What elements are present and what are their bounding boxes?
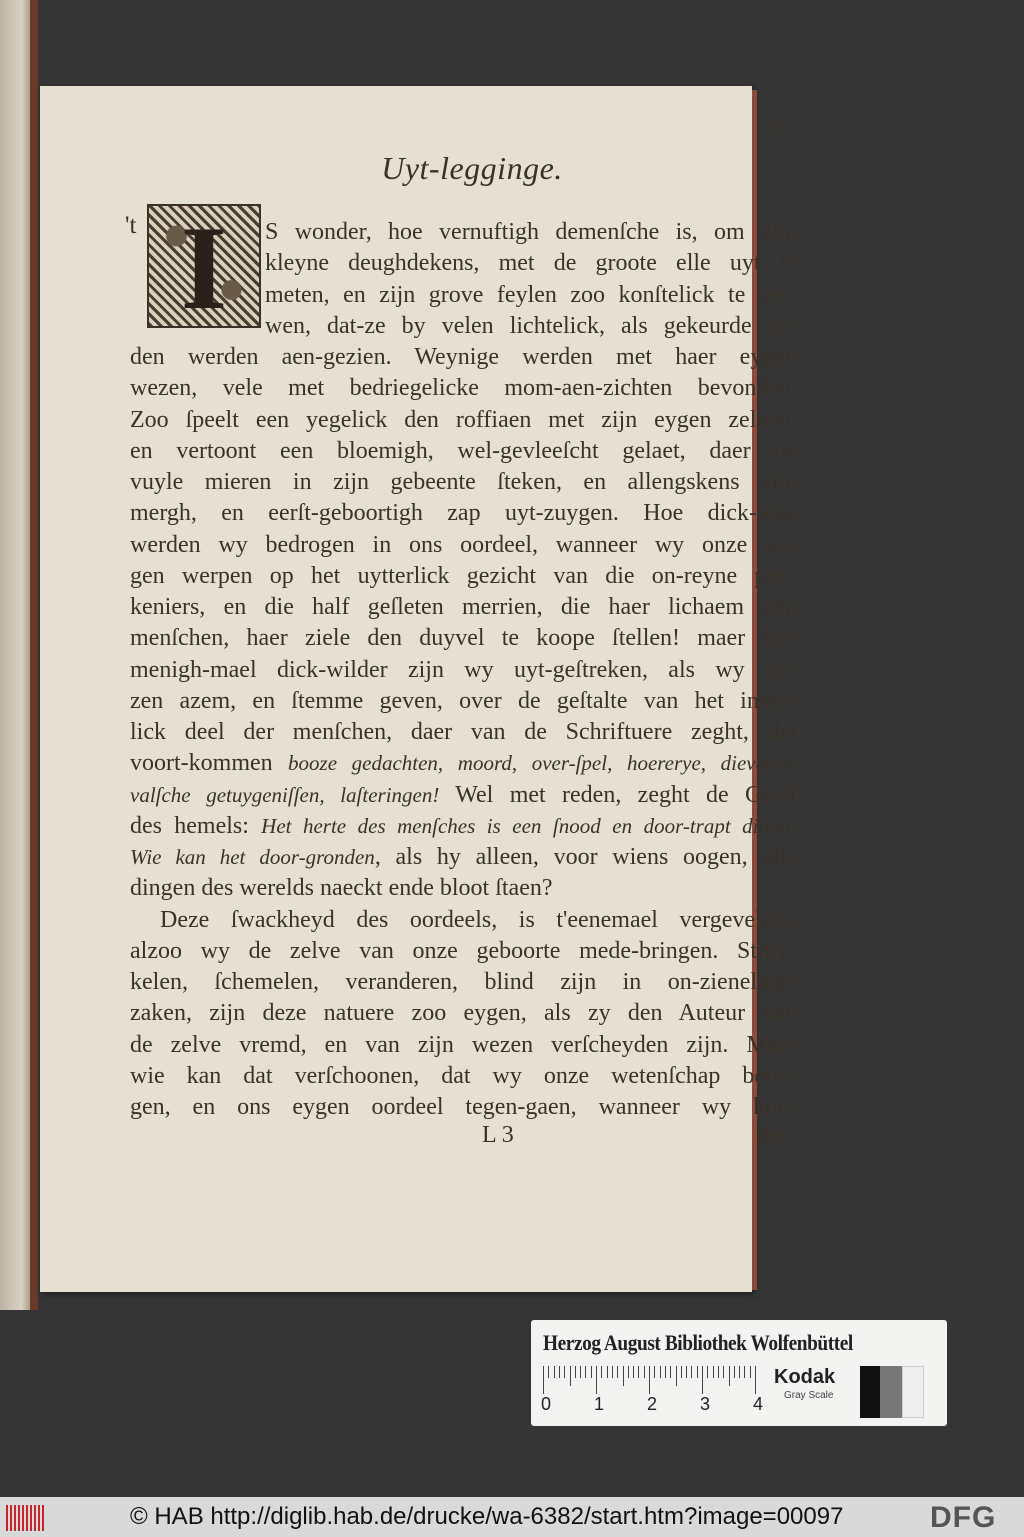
ruler-tick	[548, 1366, 549, 1378]
ruler-tick	[628, 1366, 629, 1378]
text-line	[265, 217, 797, 247]
text-line	[130, 967, 797, 997]
ruler-tick	[575, 1366, 576, 1378]
text-line	[130, 373, 797, 403]
signature-mark: L 3	[482, 1122, 514, 1148]
ruler-tick	[744, 1366, 745, 1378]
color-calibration-card	[531, 1320, 947, 1426]
dfg-logo: DFG	[930, 1501, 997, 1534]
roman-text: meten, en zijn grove feylen zoo konſtelick te ver-	[265, 281, 797, 308]
roman-text: zaken, zijn deze natuere zoo eygen, als zy den Auteur van	[130, 1000, 797, 1027]
hab-logo-icon	[6, 1505, 44, 1531]
text-line	[130, 717, 797, 747]
ruler-tick	[697, 1366, 698, 1378]
opening-apostrophe: 't	[125, 212, 137, 239]
ruler-tick	[734, 1366, 735, 1378]
roman-text: alzoo wy de zelve van onze geboorte mede-bringen. Struy-	[130, 937, 797, 964]
binding-edge	[30, 0, 38, 1310]
roman-text: den werden aen-gezien. Weynige werden met haer eygen	[130, 344, 797, 370]
roman-text: werden wy bedrogen in ons oordeel, wanneer wy onze oo-	[130, 531, 797, 558]
text-line	[130, 561, 797, 591]
text-line	[130, 842, 797, 872]
text-line	[265, 248, 797, 278]
roman-text: de zelve vremd, en van zijn wezen verſcheyden zijn. Maer	[130, 1031, 797, 1058]
ruler-tick	[739, 1366, 740, 1378]
roman-text: Deze ſwackheyd des oordeels, is t'eenemael vergevelick,	[160, 906, 797, 933]
ruler-tick	[607, 1366, 608, 1378]
text-line	[130, 530, 797, 560]
text-line	[265, 280, 797, 310]
scale-number: 1	[594, 1394, 605, 1414]
roman-text: , als hy alleen, voor wiens oogen, alle	[374, 844, 797, 870]
ruler-tick	[585, 1366, 586, 1378]
roman-text: keniers, en die half geſleten merrien, die haer lichaem den	[130, 594, 797, 620]
roman-text: kelen, ſchemelen, veranderen, blind zijn in on-zienelicke	[130, 969, 797, 995]
text-line	[130, 686, 797, 716]
ruler-tick	[670, 1366, 671, 1378]
ruler-tick	[596, 1366, 597, 1394]
page-heading	[0, 150, 1024, 187]
roman-text: wezen, vele met bedriegelicke mom-aen-zichten bevonden.	[130, 375, 797, 402]
text-line	[130, 342, 797, 372]
ruler-tick	[612, 1366, 613, 1378]
ruler-tick	[623, 1366, 624, 1386]
italic-text: Wie kan het door-gronden	[130, 845, 375, 869]
footer-bar	[0, 1497, 1024, 1537]
roman-text: mergh, en eerſt-geboortigh zap uyt-zuygen. Hoe dick-wils	[130, 500, 797, 527]
ruler-scale	[543, 1366, 763, 1394]
text-line	[130, 436, 797, 466]
decorated-initial	[147, 201, 261, 334]
ruler-tick	[654, 1366, 655, 1378]
ruler-tick	[718, 1366, 719, 1378]
ruler-tick	[723, 1366, 724, 1378]
heading-text: Uyt-legginge.	[381, 150, 563, 186]
ruler-tick	[580, 1366, 581, 1378]
text-line	[130, 655, 797, 685]
roman-text: menigh-mael dick-wilder zijn wy uyt-geſtreken, als wy on-	[130, 656, 797, 683]
text-line	[130, 936, 797, 966]
roman-text: wie kan dat verſchoonen, dat wy onze wetenſchap belie-	[130, 1062, 797, 1089]
ruler-tick	[707, 1366, 708, 1378]
scale-number: 2	[647, 1394, 658, 1414]
roman-text: Zoo ſpeelt een yegelick den roffiaen met zijn eygen zelven,	[130, 406, 797, 433]
text-line	[130, 623, 797, 653]
roman-text: dingen des werelds naeckt ende bloot ſtaen?	[130, 875, 553, 902]
ruler-tick	[755, 1366, 756, 1394]
roman-text: wen, dat-ze by velen lichtelick, als gekeurde ze-	[265, 312, 797, 339]
roman-text: S wonder, hoe vernuftigh demenſche is, om zijn	[265, 219, 797, 245]
ruler-tick	[702, 1366, 703, 1394]
ruler-tick	[713, 1366, 714, 1378]
roman-text: gen werpen op het uytterlick gezicht van die on-reyne poc-	[130, 562, 797, 589]
gray-swatch	[880, 1366, 902, 1418]
ruler-tick	[649, 1366, 650, 1394]
roman-text: lick deel der menſchen, daer van de Schriftuere zeght, dat	[130, 719, 797, 745]
card-title: Herzog August Bibliothek Wolfenbüttel	[543, 1330, 853, 1355]
ruler-tick	[638, 1366, 639, 1378]
ruler-tick	[686, 1366, 687, 1378]
copyright-link[interactable]: © HAB http://diglib.hab.de/drucke/wa-6382/start.htm?image=00097	[130, 1503, 844, 1530]
scale-number: 0	[541, 1394, 552, 1414]
text-line	[130, 1030, 797, 1060]
ruler-tick	[617, 1366, 618, 1378]
italic-text: Het herte des menſches is een ſnood en door-trapt dingh:	[261, 813, 797, 838]
ruler-tick	[729, 1366, 730, 1386]
ruler-tick	[660, 1366, 661, 1378]
roman-text: gen, en ons eygen oordeel tegen-gaen, wanneer wy kon-	[130, 1094, 797, 1120]
text-line	[130, 1092, 797, 1122]
roman-text: Wel met reden, zeght de Geeſt	[439, 781, 797, 808]
text-line	[130, 405, 797, 435]
text-line	[130, 873, 797, 903]
gray-scale-label: Gray Scale	[784, 1390, 834, 1401]
ruler-tick	[564, 1366, 565, 1378]
ruler-tick	[644, 1366, 645, 1378]
roman-text: voort-kommen	[130, 750, 289, 777]
text-line	[130, 467, 797, 497]
kodak-brand: Kodak	[774, 1366, 836, 1388]
ruler-tick	[554, 1366, 555, 1378]
roman-text: kleyne deughdekens, met de groote elle uyt te	[265, 250, 797, 277]
ruler-tick	[570, 1366, 571, 1386]
ruler-tick	[665, 1366, 666, 1378]
text-line	[130, 1061, 797, 1091]
roman-text: vuyle mieren in zijn gebeente ſteken, en allengskens zijn	[130, 469, 797, 495]
italic-text: valſche getuygeniſſen, laſteringen!	[130, 782, 440, 807]
text-line	[130, 811, 797, 841]
scale-number: 4	[753, 1394, 764, 1414]
roman-text: en vertoont een bloemigh, wel-gevleeſcht gelaet, daer de	[130, 437, 797, 464]
text-line	[160, 905, 797, 935]
white-swatch	[902, 1366, 924, 1418]
ruler-tick	[559, 1366, 560, 1378]
ruler-tick	[750, 1366, 751, 1378]
italic-text: booze gedachten, moord, over-ſpel, hoererye, dieverye,	[288, 751, 798, 776]
text-line	[265, 311, 797, 341]
text-line	[130, 498, 797, 528]
ruler-tick	[633, 1366, 634, 1378]
black-swatch	[860, 1366, 880, 1418]
ruler-tick	[681, 1366, 682, 1378]
ruler-tick	[691, 1366, 692, 1378]
ruler-tick	[591, 1366, 592, 1378]
roman-text: menſchen, haer ziele den duyvel te koope ſtellen! maer hoe	[130, 625, 797, 652]
roman-text: des hemels:	[130, 812, 262, 839]
text-line	[130, 998, 797, 1028]
text-line	[130, 748, 797, 778]
text-line	[130, 592, 797, 622]
scale-number: 3	[700, 1394, 711, 1414]
page-number: 85	[769, 112, 793, 138]
catchword: den	[757, 1122, 792, 1148]
ruler-tick	[676, 1366, 677, 1386]
text-line	[130, 780, 797, 810]
ruler-tick	[543, 1366, 544, 1394]
roman-text: zen azem, en ſtemme geven, over de geſtalte van het inner-	[130, 687, 797, 714]
ruler-tick	[601, 1366, 602, 1378]
drop-cap-letter: I	[180, 201, 228, 334]
